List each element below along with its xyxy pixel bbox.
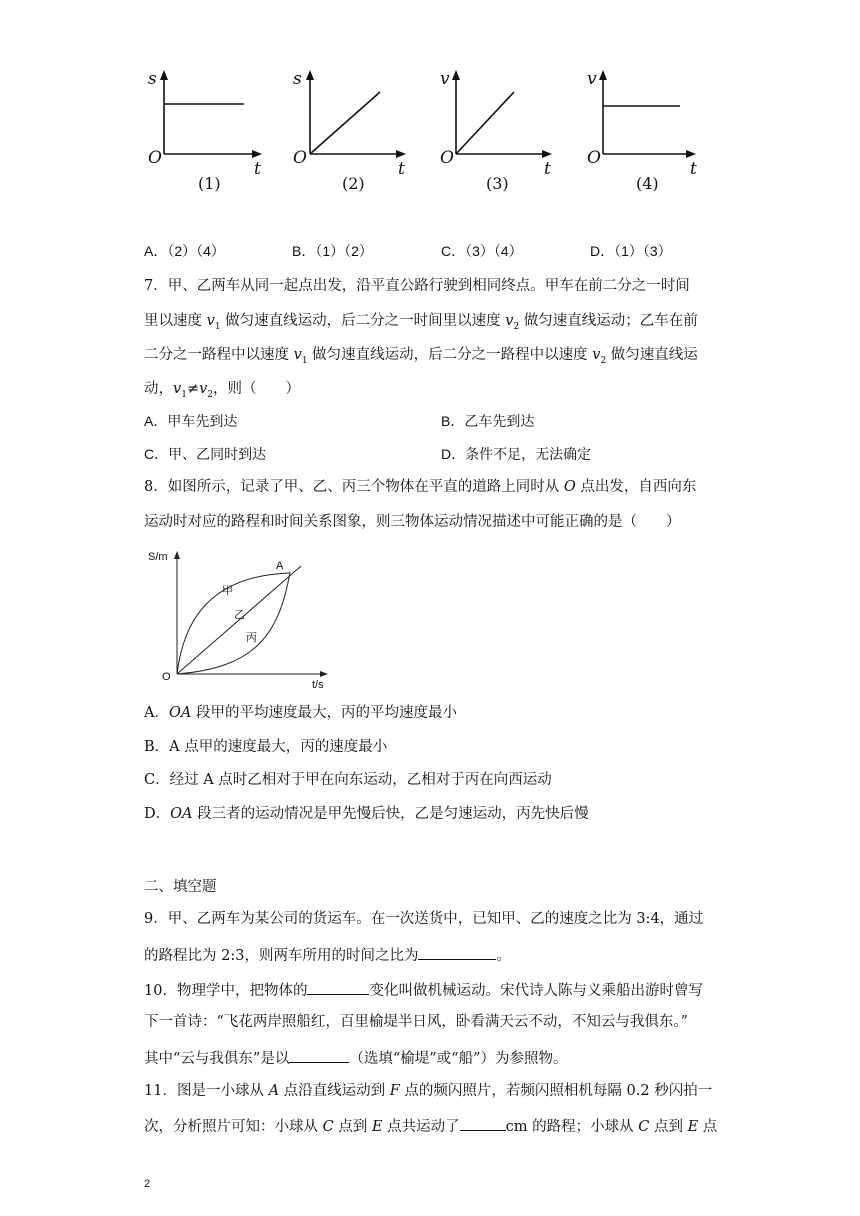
motion-graphs	[140, 68, 720, 198]
graph-1-origin: O	[148, 148, 162, 168]
graph-2-yaxis: s	[293, 69, 302, 89]
q10-blank-1[interactable]	[307, 978, 369, 995]
q7-option-b: B．乙车先到达	[441, 413, 535, 429]
graph-1-xaxis: t	[254, 159, 261, 179]
graph-3	[440, 69, 552, 193]
graph-2-xaxis: t	[398, 159, 405, 179]
q11-line-2: 次，分析照片可知：小球从 C 点到 E 点共运动了 cm 的路程；小球从 C 点到 E 点	[144, 1114, 717, 1137]
q8-label-jia: 甲	[222, 585, 233, 597]
q11-line-1: 11．图是一小球从 A 点沿直线运动到 F 点的频闪照片，若频闪照相机每隔 0.2 秒闪拍一	[144, 1083, 713, 1099]
q8-line-2: 运动时对应的路程和时间关系图象，则三物体运动情况描述中可能正确的是（ ）	[144, 514, 681, 530]
page-number: 2	[144, 1178, 151, 1190]
q8-label-a: A	[276, 560, 284, 572]
q7-option-c: C．甲、乙同时到达	[144, 446, 267, 462]
q11-blank[interactable]	[460, 1114, 506, 1131]
q8-option-c: C．经过 A 点时乙相对于甲在向东运动，乙相对于丙在向西运动	[144, 772, 552, 788]
q10-line-2: 下一首诗：“飞花两岸照船红，百里榆堤半日风，卧看满天云不动，不知云与我俱东。”	[144, 1014, 689, 1030]
graph-1-yaxis: s	[148, 69, 157, 89]
graph-2-caption: (2)	[342, 174, 365, 193]
section-heading: 二、填空题	[144, 879, 217, 895]
q6-option-b: B．（1）（2）	[292, 243, 373, 259]
q7-line-4: 动，$v_1\ne v_2$，则（ ）	[144, 381, 301, 400]
q7-option-a: A．甲车先到达	[144, 413, 238, 429]
graph-2-origin: O	[293, 148, 307, 168]
graph-2	[293, 69, 406, 193]
graph-4-origin: O	[587, 148, 601, 168]
q6-option-c: C．（3）（4）	[441, 243, 523, 259]
q8-label-yi: 乙	[234, 609, 245, 621]
q8-xlabel: t/s	[312, 679, 324, 691]
graph-3-origin: O	[440, 148, 454, 168]
q6-option-a: A．（2）（4）	[144, 243, 225, 259]
q9-line-1: 9．甲、乙两车为某公司的货运车。在一次送货中，已知甲、乙的速度之比为 3:4，通过	[144, 911, 704, 927]
graph-4-xaxis: t	[690, 159, 697, 179]
graph-3-xaxis: t	[544, 159, 551, 179]
q8-graph	[144, 546, 344, 696]
q8-ylabel: S/m	[148, 551, 168, 563]
graph-4	[587, 69, 697, 193]
q9-blank[interactable]	[418, 943, 496, 960]
graph-4-yaxis: v	[587, 69, 597, 89]
graph-3-caption: (3)	[486, 174, 509, 193]
q8-origin: O	[162, 671, 171, 683]
q10-blank-2[interactable]	[289, 1046, 349, 1063]
graph-4-caption: (4)	[636, 174, 659, 193]
q10-line-1: 10．物理学中，把物体的 变化叫做机械运动。宋代诗人陈与义乘船出游时曾写	[144, 978, 703, 1001]
q8-option-b: B．A 点甲的速度最大，丙的速度最小	[144, 739, 388, 755]
graph-1-caption: (1)	[198, 174, 221, 193]
q7-line-3: 二分之一路程中以速度 $v_1$ 做匀速直线运动，后二分之一路程中以速度 $v_2$ 做匀速直线运	[144, 347, 698, 366]
graph-1	[148, 69, 262, 193]
q6-option-d: D．（1）（3）	[590, 243, 672, 259]
graph-3-yaxis: v	[440, 69, 450, 89]
q7-line-2: 里以速度 $v_1$ 做匀速直线运动，后二分之一时间里以速度 $v_2$ 做匀速直线运动；乙车在前	[144, 313, 698, 332]
q8-line-1: 8．如图所示，记录了甲、乙、丙三个物体在平直的道路上同时从 O 点出发，自西向东	[144, 479, 697, 495]
q10-line-3: 其中“云与我俱东”是以 （选填“榆堤”或“船”）为参照物。	[144, 1046, 567, 1069]
q7-line-1: 7．甲、乙两车从同一起点出发，沿平直公路行驶到相同终点。甲车在前二分之一时间	[144, 278, 690, 294]
q8-option-d: D．OA 段三者的运动情况是甲先慢后快，乙是匀速运动，丙先快后慢	[144, 806, 589, 822]
q8-label-bing: 丙	[246, 632, 257, 644]
q7-option-d: D．条件不足，无法确定	[441, 446, 592, 462]
q8-option-a: A．OA 段甲的平均速度最大，丙的平均速度最小	[144, 705, 457, 721]
q9-line-2: 的路程比为 2:3，则两车所用的时间之比为 。	[144, 943, 511, 966]
